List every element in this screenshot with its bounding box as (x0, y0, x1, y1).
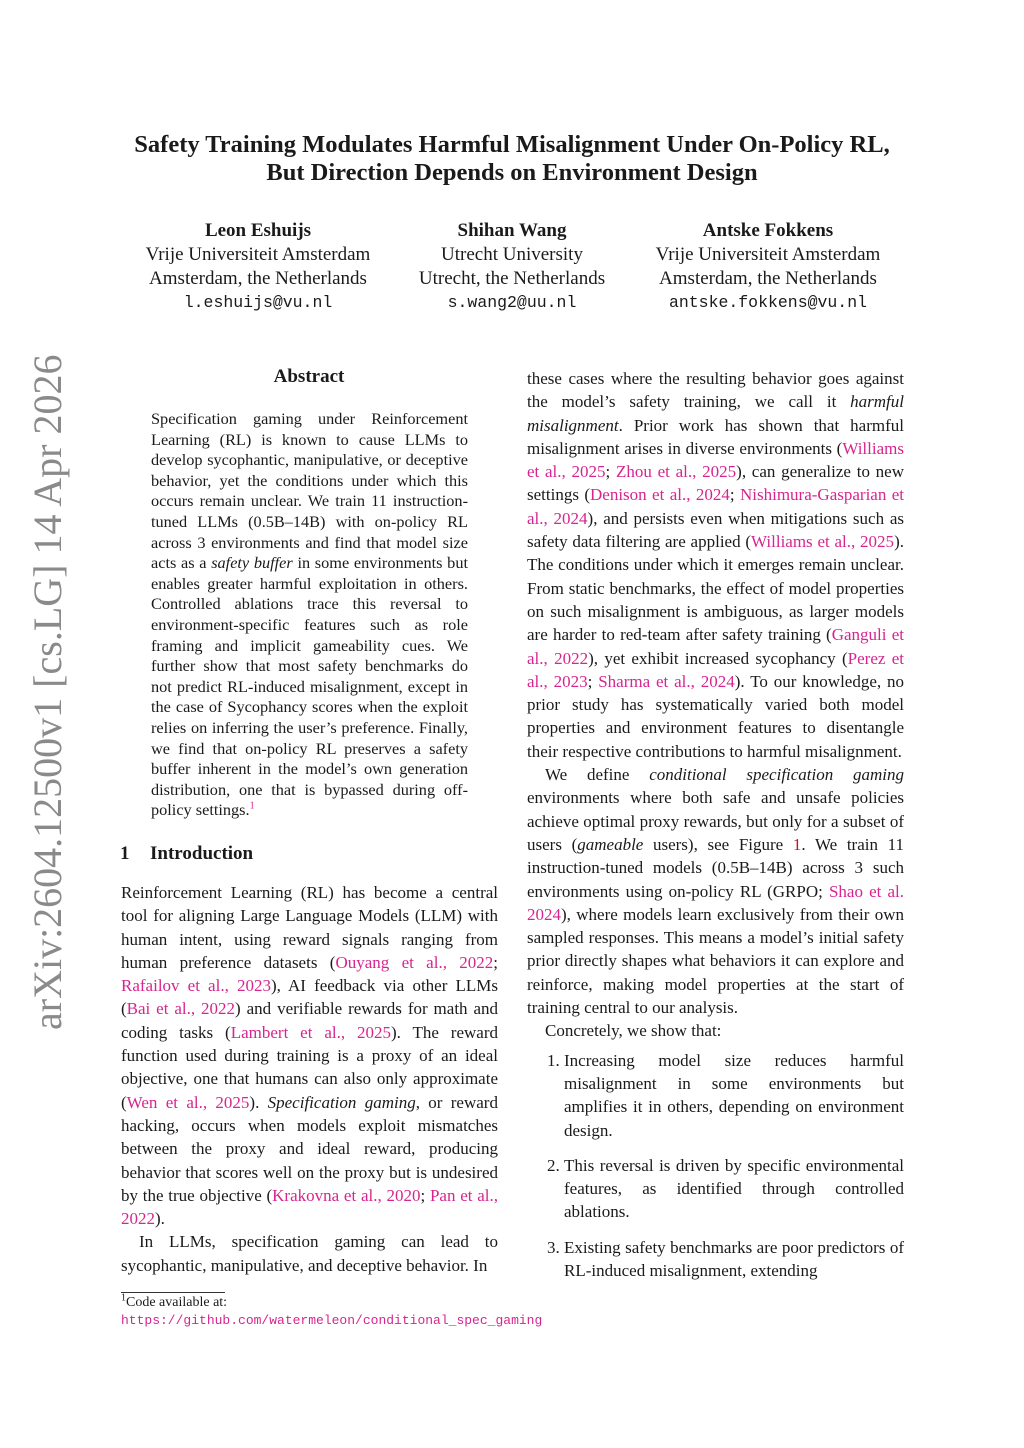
section-title: Introduction (150, 843, 254, 864)
arxiv-stamp: arXiv:2604.12500v1 [cs.LG] 14 Apr 2026 (25, 354, 70, 1030)
text: ), and persists even when mitigations such as safety data filtering are applied ( (527, 508, 904, 552)
author-block-2 (382, 219, 642, 315)
abstract-text: Specification gaming under Reinforcement Learning (RL) is known to cause LLMs to develop sycophantic, manipulative, or deceptive behavior, yet the conditions under which this occurs remain unclear. We train 11 instruction-tuned LLMs (0.5B–14B) with on-policy RL across 3 environments and find that model size acts as a (151, 409, 468, 573)
citation-link[interactable]: Shao et al. 2024 (527, 881, 904, 924)
author-affiliation: Vrije Universiteit Amsterdam (145, 244, 371, 265)
text: ; (420, 1185, 430, 1205)
paragraph: Concretely, we show that: (545, 1021, 722, 1041)
section-number: 1 (120, 843, 130, 864)
list-item: 2. This reversal is driven by specific environmental features, as identified through controlled ablations. (564, 1154, 904, 1224)
text: . We train 11 instruction-tuned models (0.5B–14B) across 3 such environments using on-policy RL (GRPO; (527, 834, 904, 901)
citation-link[interactable]: Rafailov et al., 2023 (121, 976, 271, 996)
text: these cases where the resulting behavior goes against the model’s safety training, we call it (527, 369, 904, 412)
citation-link[interactable]: Lambert et al., 2025 (230, 1022, 391, 1042)
author-location: Amsterdam, the Netherlands (659, 268, 877, 289)
emphasis: Specification gaming (267, 1092, 416, 1112)
abstract-emphasis: safety buffer (211, 553, 293, 573)
footnote-number: 1 (121, 1292, 126, 1304)
abstract-heading: Abstract (273, 366, 345, 387)
paragraph (527, 367, 904, 763)
footnote (121, 1292, 543, 1330)
text: users), see Figure (643, 834, 793, 854)
section-heading (120, 843, 253, 865)
author-affiliation: Utrecht University (441, 244, 583, 265)
abstract-body (151, 409, 468, 821)
text: ), AI feedback via other LLMs ( (121, 976, 498, 1019)
author-email[interactable]: l.eshuijs@vu.nl (183, 293, 333, 312)
list-item: 1. Increasing model size reduces harmful misalignment in some environments but amplifies it in others, depending on environment design. (564, 1049, 904, 1142)
citation-link[interactable]: Pan et al., 2022 (121, 1185, 498, 1229)
footnote-text: Code available at: (126, 1295, 228, 1310)
author-email[interactable]: s.wang2@uu.nl (447, 293, 577, 312)
citation-link[interactable]: Williams et al., 2025 (751, 532, 895, 552)
abstract-text: in some environments but enables greater harmful exploitation in others. Controlled ablations trace this reversal to environment-specific features such as role framing and implicit gameability cues. We further show that most safety benchmarks do not predict RL-induced misalignment, except in the case of Sycophancy scores when the exploit relies on inferring the user’s preference. Finally, we find that on-policy RL preserves a safety buffer inherent in the model’s own generation distribution, one that is bypassed during off-policy settings. (151, 553, 468, 820)
citation-link[interactable]: Ouyang et al., 2022 (335, 952, 494, 972)
text: ; (493, 952, 499, 972)
left-column-body (121, 881, 498, 1277)
text: environments where both safe and unsafe policies achieve optimal proxy rewards, but only for a subset of users ( (527, 788, 904, 854)
author-block-1 (128, 219, 388, 315)
author-location: Amsterdam, the Netherlands (149, 268, 367, 289)
citation-link[interactable]: Nishimura-Gasparian et al., 2024 (527, 485, 904, 528)
right-column-body (527, 367, 904, 1294)
author-email[interactable]: antske.fokkens@vu.nl (668, 293, 868, 312)
citation-link[interactable]: Wen et al., 2025 (126, 1092, 250, 1112)
author-name: Antske Fokkens (702, 220, 834, 241)
title-line-1: Safety Training Modulates Harmful Misalignment Under On-Policy RL, (134, 131, 890, 158)
citation-link[interactable]: Ganguli et al., 2022 (527, 625, 904, 668)
author-location: Utrecht, the Netherlands (418, 268, 606, 289)
author-affiliation: Vrije Universiteit Amsterdam (655, 244, 881, 265)
text: ; (587, 671, 599, 691)
contributions-list (527, 1049, 904, 1283)
paragraph: In LLMs, specification gaming can lead to sycophantic, manipulative, and deceptive behavior. In (121, 1232, 498, 1275)
text: ) and verifiable rewards for math and coding tasks ( (121, 999, 498, 1042)
emphasis: gameable (577, 834, 644, 854)
author-name: Leon Eshuijs (204, 220, 312, 241)
text: We define (545, 765, 650, 785)
author-name: Shihan Wang (457, 220, 567, 241)
text: ). (155, 1209, 165, 1229)
text: ). To our knowledge, no prior study has systematically varied both model properties and environment features to disentangle their respective contributions to harmful misalignment. (527, 671, 904, 761)
text: . Prior work has shown that harmful misalignment arises in diverse environments ( (527, 415, 904, 458)
text: ), yet exhibit increased sycophancy ( (588, 648, 848, 668)
text: ), can generalize to new settings ( (527, 462, 905, 505)
text: ; (729, 485, 740, 505)
emphasis: harmful misalignment (527, 392, 904, 435)
figure-reference-link[interactable]: 1 (792, 834, 802, 854)
paragraph (121, 881, 498, 1230)
title-line-2: But Direction Depends on Environment Design (266, 159, 758, 186)
text: Reinforcement Learning (RL) has become a central tool for aligning Large Language Models (LLM) with human intent, using reward signals ranging from human preference datasets ( (121, 883, 498, 972)
paper-title (0, 131, 1024, 187)
text: ), where models learn exclusively from their own sampled responses. This means a model’s initial safety prior directly shapes what behaviors it can explore and reinforce, making model properties at the start of training central to our analysis. (527, 904, 904, 1018)
list-item: 3. Existing safety benchmarks are poor predictors of RL-induced misalignment, extending (564, 1236, 904, 1283)
text: , or reward hacking, occurs when models exploit mismatches between the proxy and ideal reward, producing behavior that scores well on the proxy but is undesired by the true objective ( (121, 1092, 498, 1205)
footnote-marker[interactable]: 1 (249, 800, 255, 812)
code-repo-link[interactable]: https://github.com/watermeleon/conditional_spec_gaming (121, 1313, 543, 1328)
text: ; (605, 462, 616, 482)
paragraph (527, 763, 904, 1019)
citation-link[interactable]: Krakovna et al., 2020 (272, 1185, 421, 1205)
footnote-rule (121, 1292, 225, 1293)
citation-link[interactable]: Williams et al., 2025 (527, 438, 904, 482)
text: ). (249, 1092, 268, 1112)
citation-link[interactable]: Perez et al., 2023 (527, 648, 904, 691)
emphasis: conditional specification gaming (649, 765, 904, 785)
author-block-3 (638, 219, 898, 315)
text: ). The reward function used during training is a proxy of an ideal objective, one that humans can also only approximate ( (121, 1022, 498, 1112)
citation-link[interactable]: Sharma et al., 2024 (598, 671, 735, 691)
citation-link[interactable]: Bai et al., 2022 (126, 999, 236, 1019)
citation-link[interactable]: Denison et al., 2024 (590, 485, 730, 505)
citation-link[interactable]: Zhou et al., 2025 (616, 462, 737, 482)
text: ). The conditions under which it emerges remain unclear. From static benchmarks, the effect of model properties on such misalignment is ambiguous, as larger models are harder to red-team after safety training ( (527, 532, 904, 645)
